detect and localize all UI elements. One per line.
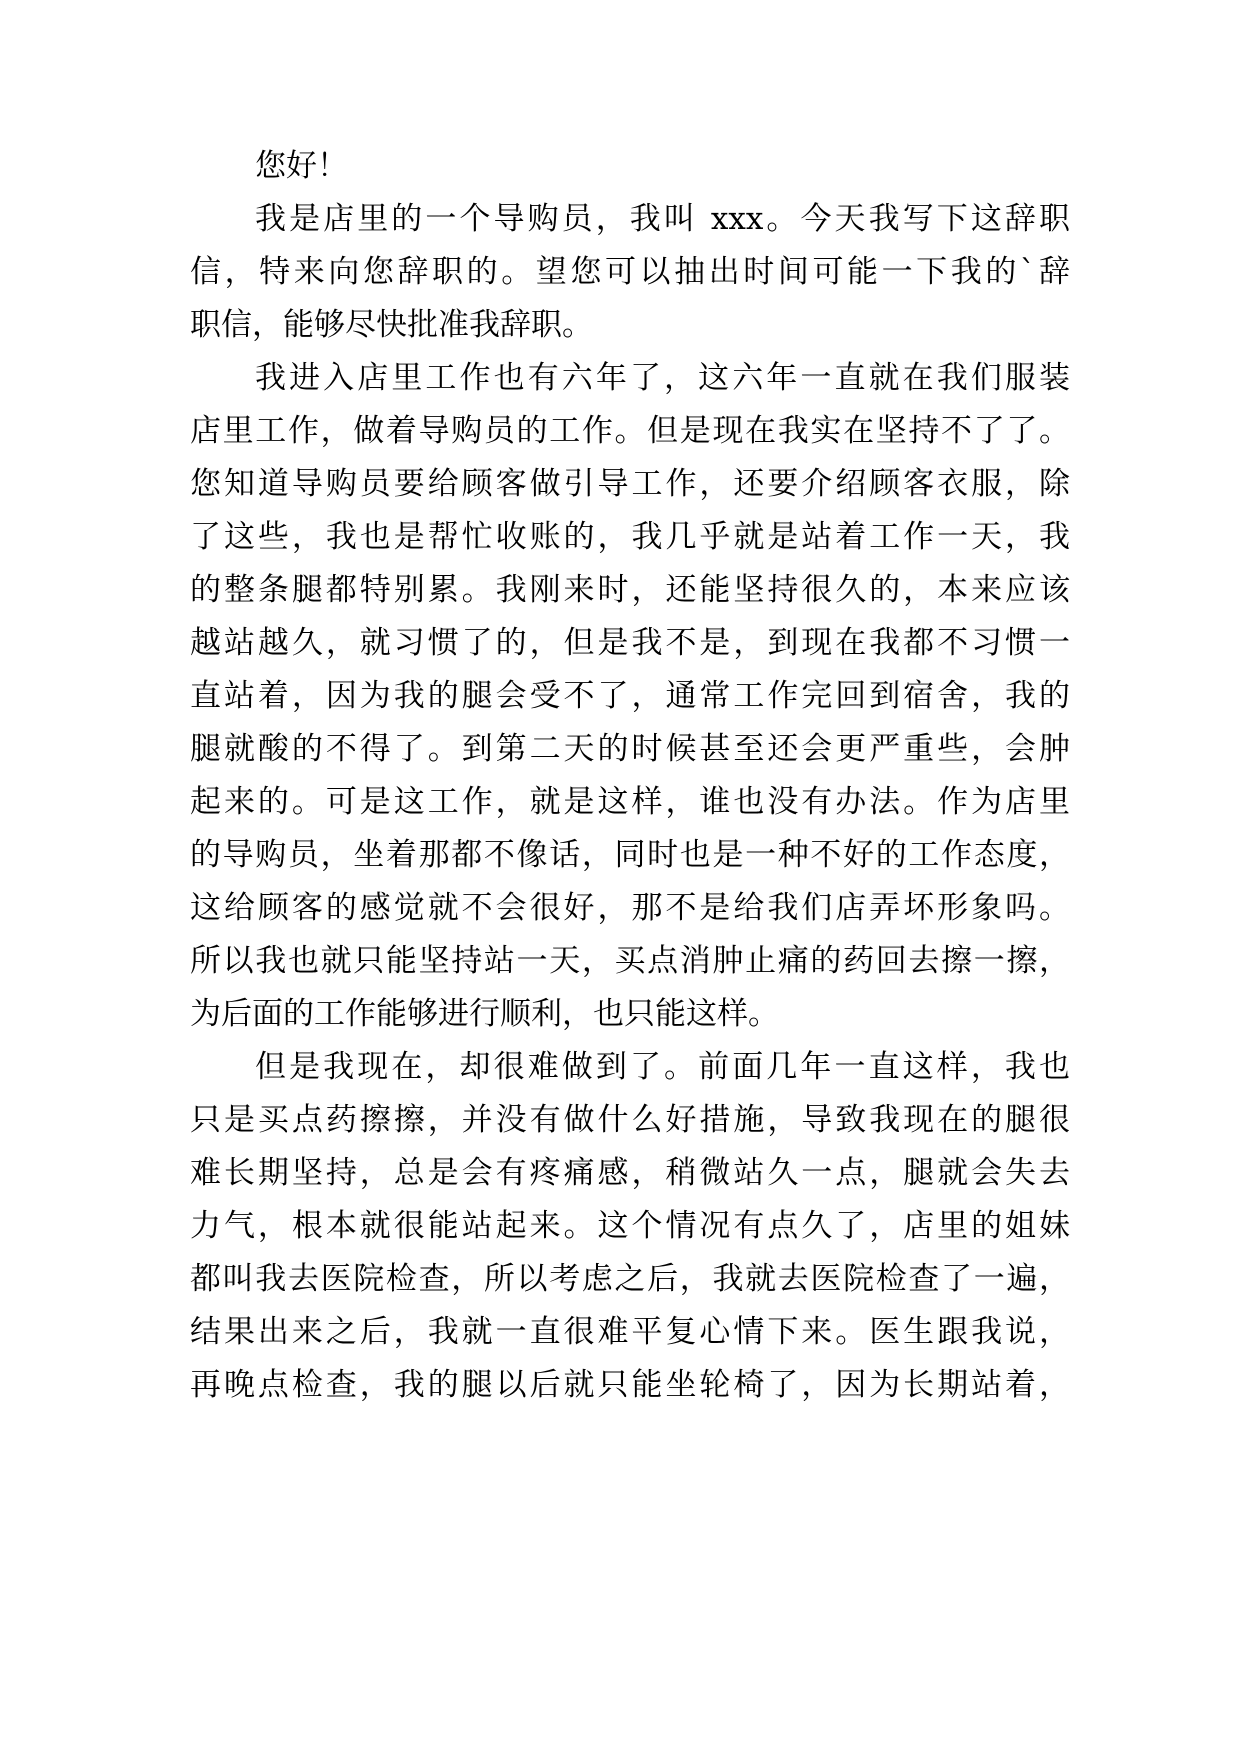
paragraph-2-line-1: 我进入店里工作也有六年了，这六年一直就在我们服装 — [255, 360, 1070, 396]
paragraph-2-line-13: 为后面的工作能够进行顺利，也只能这样。 — [190, 996, 779, 1032]
paragraph-1-line-1: 我是店里的一个导购员，我叫 xxx。今天我写下这辞职 — [255, 201, 1070, 237]
paragraph-2-line-6: 越站越久，就习惯了的，但是我不是，到现在我都不习惯一 — [190, 625, 1070, 661]
paragraph-2-line-2: 店里工作，做着导购员的工作。但是现在我实在坚持不了了。 — [190, 413, 1070, 449]
paragraph-3-line-6: 结果出来之后，我就一直很难平复心情下来。医生跟我说， — [190, 1314, 1070, 1350]
paragraph-2-line-12: 所以我也就只能坚持站一天，买点消肿止痛的药回去擦一擦， — [190, 943, 1070, 979]
paragraph-3-line-3: 难长期坚持，总是会有疼痛感，稍微站久一点，腿就会失去 — [190, 1155, 1070, 1191]
paragraph-2-line-8: 腿就酸的不得了。到第二天的时候甚至还会更严重些，会肿 — [190, 731, 1070, 767]
paragraph-2-line-7: 直站着，因为我的腿会受不了，通常工作完回到宿舍，我的 — [190, 678, 1070, 714]
paragraph-2-line-4: 了这些，我也是帮忙收账的，我几乎就是站着工作一天，我 — [190, 519, 1070, 555]
paragraph-2-line-9: 起来的。可是这工作，就是这样，谁也没有办法。作为店里 — [190, 784, 1070, 820]
paragraph-2-line-11: 这给顾客的感觉就不会很好，那不是给我们店弄坏形象吗。 — [190, 890, 1070, 926]
paragraph-3-line-7: 再晚点检查，我的腿以后就只能坐轮椅了，因为长期站着， — [190, 1367, 1070, 1403]
paragraph-2-line-3: 您知道导购员要给顾客做引导工作，还要介绍顾客衣服，除 — [190, 466, 1070, 502]
paragraph-3-line-2: 只是买点药擦擦，并没有做什么好措施，导致我现在的腿很 — [190, 1102, 1070, 1138]
paragraph-2-line-10: 的导购员，坐着那都不像话，同时也是一种不好的工作态度， — [190, 837, 1070, 873]
paragraph-2-line-5: 的整条腿都特别累。我刚来时，还能坚持很久的，本来应该 — [190, 572, 1070, 608]
paragraph-3-line-5: 都叫我去医院检查，所以考虑之后，我就去医院检查了一遍， — [190, 1261, 1070, 1297]
greeting-line: 您好！ — [255, 148, 348, 184]
paragraph-1-line-2: 信，特来向您辞职的。望您可以抽出时间可能一下我的`辞 — [190, 254, 1070, 290]
paragraph-1-line-3: 职信，能够尽快批准我辞职。 — [190, 307, 593, 343]
paragraph-3-line-1: 但是我现在，却很难做到了。前面几年一直这样，我也 — [255, 1049, 1070, 1085]
paragraph-3-line-4: 力气，根本就很能站起来。这个情况有点久了，店里的姐妹 — [190, 1208, 1070, 1244]
